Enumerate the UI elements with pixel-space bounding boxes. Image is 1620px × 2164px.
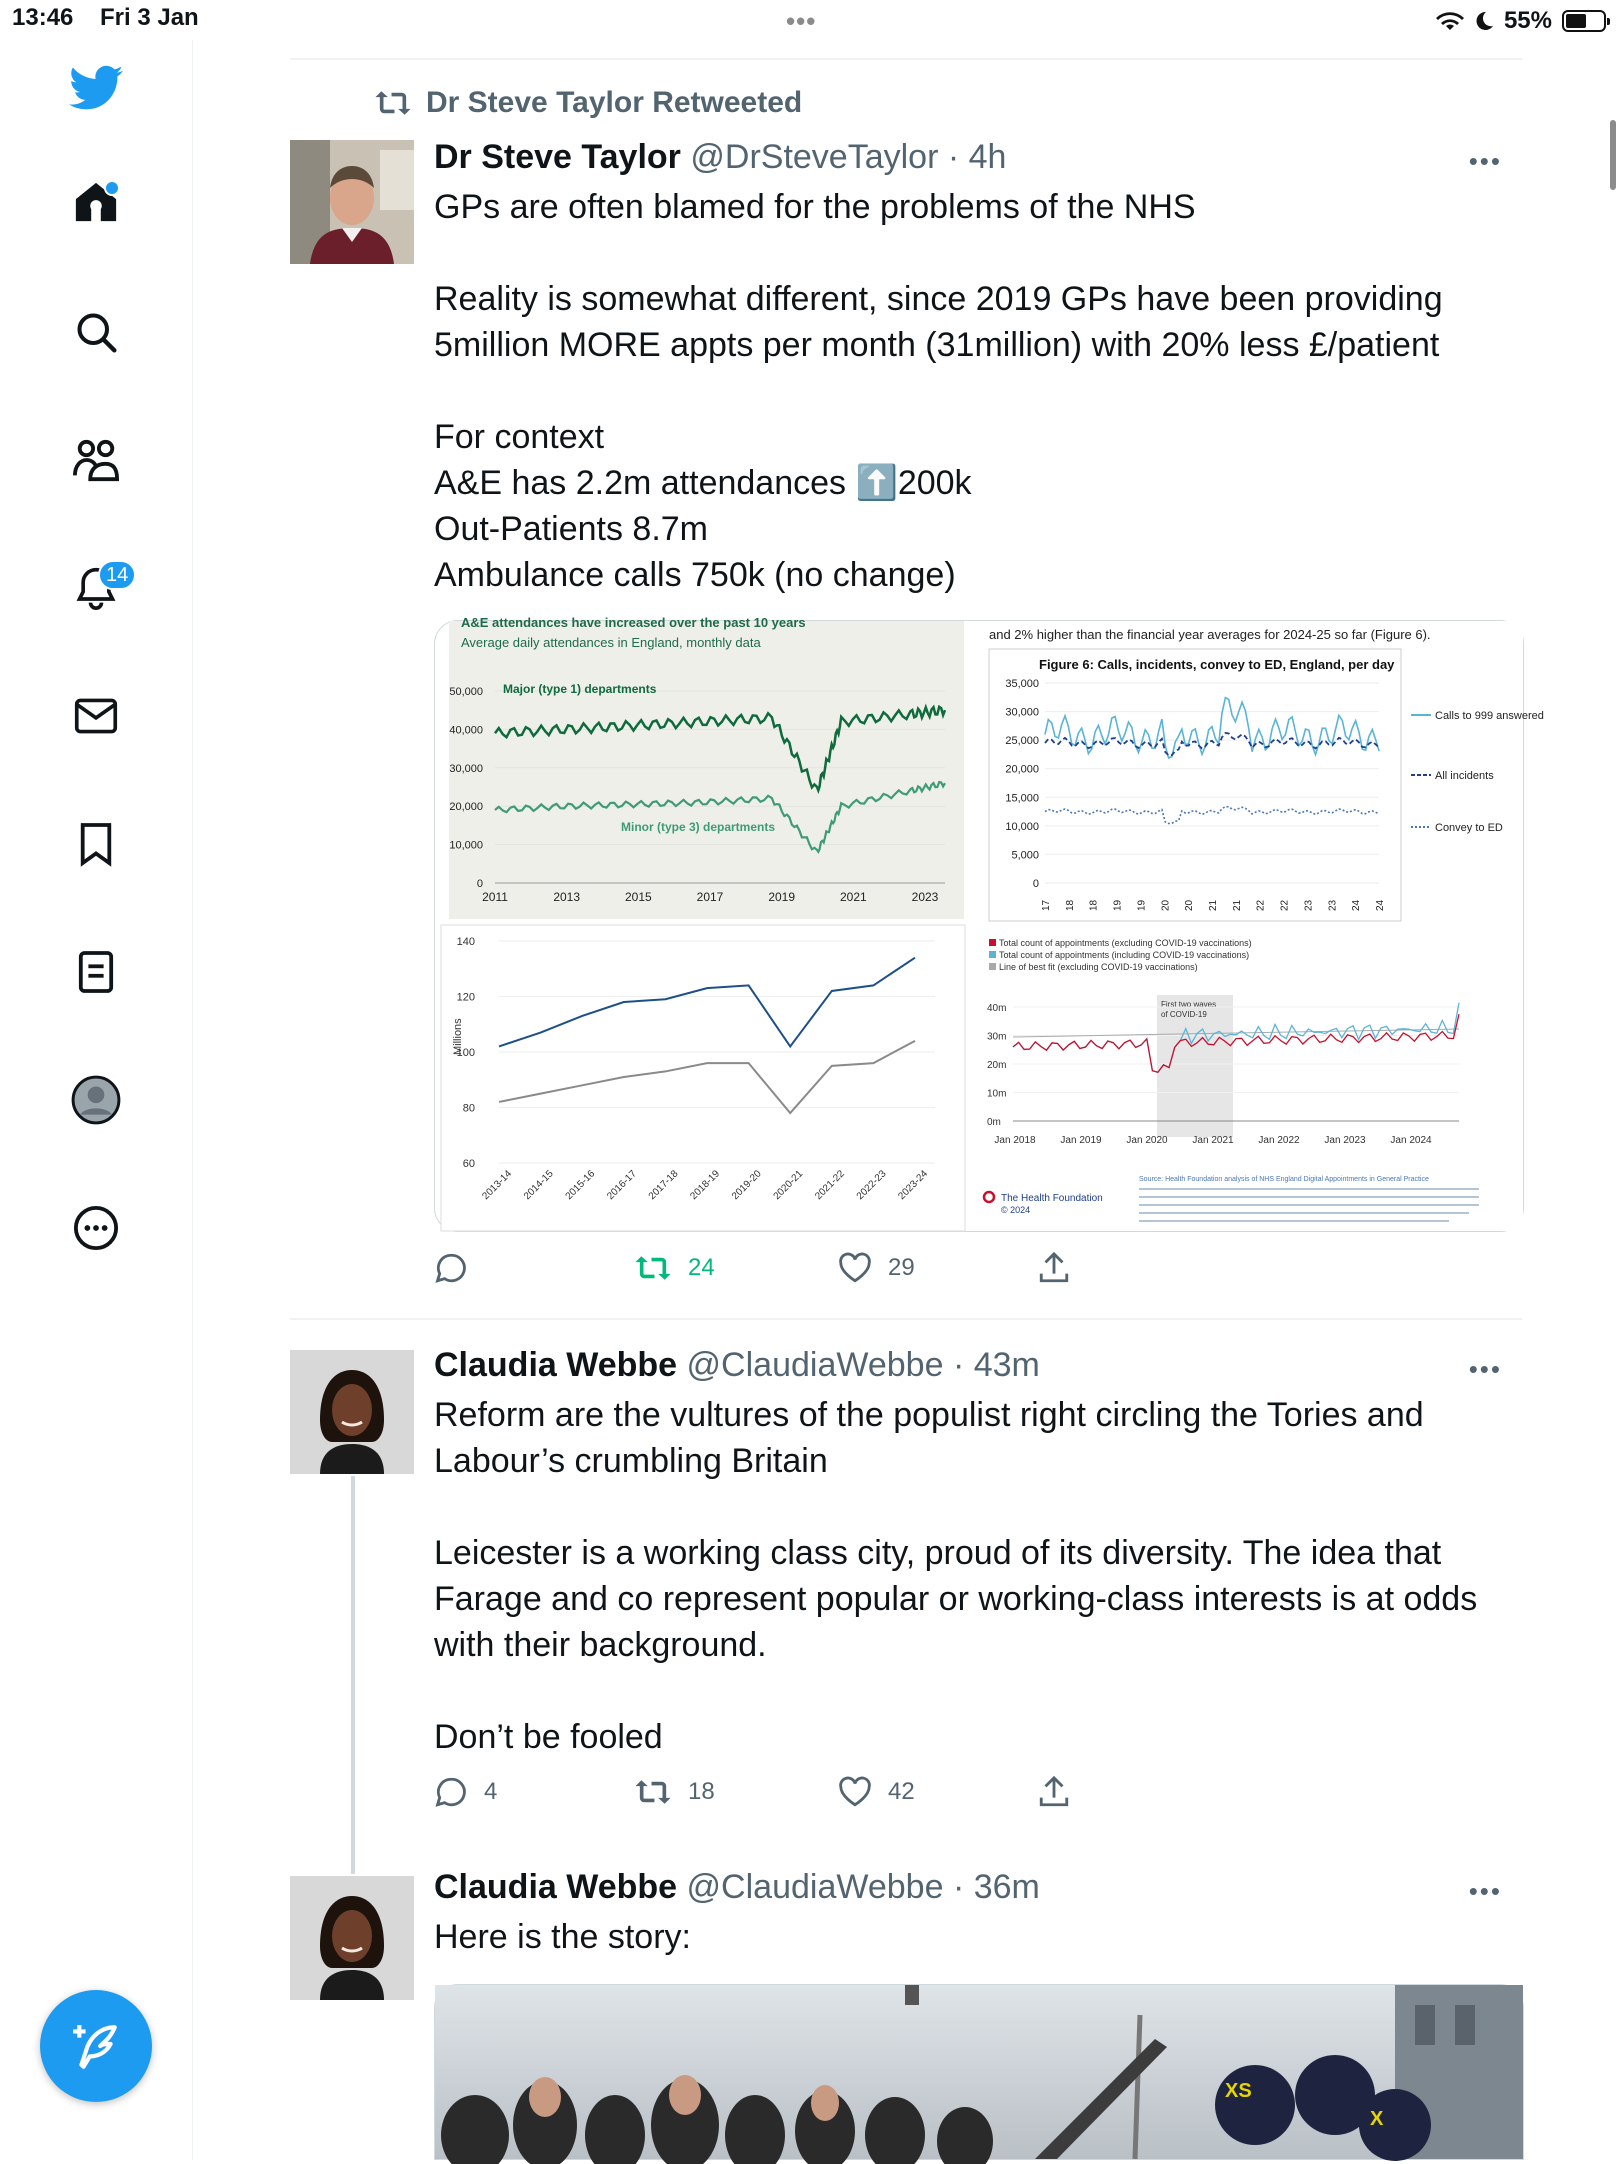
tweet-line: with their background. — [434, 1626, 767, 1664]
status-time: 13:46 — [12, 4, 74, 31]
calls-x-tick: 24 — [1351, 899, 1363, 911]
retweet-context-text: Dr Steve Taylor Retweeted — [426, 86, 803, 119]
retweet-context — [374, 86, 802, 120]
tweet-line: Out-Patients 8.7m — [434, 510, 709, 548]
legend-swatch-excluding — [989, 939, 996, 946]
calls-x-tick: 18 — [1064, 899, 1076, 911]
home-unread-dot — [104, 180, 120, 196]
tweet-more-menu[interactable] — [1469, 146, 1502, 177]
calls-x-tick: 21 — [1231, 899, 1243, 911]
tweet-line: Labour’s crumbling Britain — [434, 1442, 828, 1480]
heart-icon — [838, 1252, 872, 1284]
share-button[interactable] — [1038, 1772, 1070, 1812]
tweet-media-grid[interactable] — [434, 615, 1544, 1232]
legend-excluding: Total count of appointments (excluding COVID-19 vaccinations) — [999, 938, 1252, 948]
millions-x-tick: 2016-17 — [605, 1168, 639, 1203]
avatar-photo-steve — [290, 140, 414, 264]
ae-x-tick: 2015 — [624, 890, 652, 904]
calls-x-tick: 24 — [1375, 899, 1386, 911]
messages-icon — [74, 696, 118, 736]
avatar-steve-taylor[interactable] — [290, 140, 414, 264]
heart-icon — [838, 1776, 872, 1808]
ellipsis-icon: ••• — [1468, 1354, 1502, 1384]
retweet-button[interactable] — [634, 1772, 715, 1812]
millions-x-tick: 2017-18 — [646, 1168, 681, 1203]
millions-y-tick: 100 — [456, 1047, 475, 1059]
sidebar — [0, 40, 193, 2160]
appts-y-tick: 0m — [987, 1117, 1001, 1128]
tweet-actions — [434, 1772, 1134, 1812]
tweet-timestamp[interactable]: 43m — [973, 1346, 1040, 1384]
appts-y-tick: 30m — [987, 1031, 1007, 1043]
calls-chart-title: Figure 6: Calls, incidents, convey to ED, England, per day — [1039, 657, 1395, 672]
ae-chart-title: A&E attendances have increased over the past 10 years — [461, 615, 806, 630]
millions-x-tick: 2022-23 — [854, 1168, 889, 1203]
more-icon — [73, 1205, 119, 1251]
ae-x-tick: 2019 — [768, 890, 796, 904]
protest-police-photo — [435, 1985, 1523, 2159]
compose-tweet-button[interactable] — [40, 1990, 152, 2102]
twitter-logo[interactable] — [60, 52, 132, 124]
millions-x-tick: 2013-14 — [480, 1168, 515, 1203]
avatar-claudia-webbe[interactable] — [290, 1876, 414, 2000]
ae-y-tick: 10,000 — [449, 839, 483, 852]
battery-icon — [1562, 10, 1606, 32]
header-separator: · — [952, 1868, 965, 1906]
tweet-line: For context — [434, 418, 605, 456]
ae-attendances-chart[interactable] — [435, 615, 979, 925]
tweet-timestamp[interactable]: 36m — [973, 1868, 1040, 1906]
tweet-header — [434, 1868, 1040, 1907]
header-separator: · — [952, 1346, 965, 1384]
calls-x-tick: 23 — [1303, 899, 1315, 911]
calls-y-tick: 0 — [1032, 878, 1039, 890]
ae-x-tick: 2017 — [696, 890, 724, 904]
do-not-disturb-moon-icon — [1474, 10, 1494, 32]
gp-appointments-covid-chart[interactable] — [979, 925, 1523, 1231]
tweet-line: Reality is somewhat different, since 2019 GPs have been providing — [434, 280, 1443, 318]
like-count: 29 — [888, 1254, 915, 1281]
retweet-count: 18 — [688, 1778, 715, 1805]
svg-text:XS: XS — [1225, 2080, 1252, 2102]
covid-waves-label-1: First two waves — [1161, 1000, 1217, 1009]
gp-appointments-millions-chart[interactable] — [435, 925, 979, 1231]
battery-fill — [1566, 14, 1586, 28]
tweet-actions — [434, 1248, 1134, 1288]
calls-x-tick: 19 — [1136, 899, 1148, 911]
search-icon — [74, 310, 118, 354]
bookmarks-icon — [77, 821, 115, 867]
millions-y-tick: 140 — [456, 936, 475, 948]
status-bar — [0, 0, 1620, 40]
minor-series-label: Minor (type 3) departments — [621, 820, 776, 834]
notifications-badge: 14 — [98, 560, 136, 590]
like-count: 42 — [888, 1778, 915, 1805]
millions-x-tick: 2020-21 — [771, 1168, 806, 1203]
millions-y-tick: 80 — [462, 1102, 475, 1115]
calls-y-tick: 20,000 — [1005, 763, 1039, 776]
ae-y-tick: 40,000 — [449, 724, 483, 737]
retweet-icon — [374, 88, 412, 118]
ellipsis-icon: ••• — [1468, 1876, 1502, 1906]
reply-count: 4 — [484, 1778, 498, 1805]
share-button[interactable] — [1038, 1248, 1070, 1288]
appts-x-tick: Jan 2023 — [1324, 1135, 1366, 1146]
appts-x-tick: Jan 2021 — [1192, 1135, 1234, 1146]
svg-text:X: X — [1370, 2108, 1384, 2130]
calls-x-tick: 22 — [1279, 899, 1291, 911]
nav-bookmarks[interactable] — [60, 808, 132, 880]
calls-y-tick: 35,000 — [1005, 678, 1039, 690]
calls-y-tick: 5,000 — [1011, 849, 1039, 862]
retweet-button[interactable] — [634, 1248, 715, 1288]
tweet-header — [434, 138, 1006, 177]
tweet-line: Leicester is a working class city, proud of its diversity. The idea that — [434, 1534, 1442, 1572]
tweet-timestamp[interactable]: 4h — [968, 138, 1007, 176]
appts-x-tick: Jan 2024 — [1390, 1135, 1432, 1146]
appts-x-tick: Jan 2022 — [1258, 1135, 1300, 1146]
avatar-photo-claudia — [290, 1350, 414, 1474]
ae-y-tick: 0 — [476, 878, 483, 890]
tweet-line: 5million MORE appts per month (31million) with 20% less £/patient — [434, 326, 1440, 364]
tweet-line: Farage and co represent popular or working-class interests is at odds — [434, 1580, 1478, 1618]
avatar-claudia-webbe[interactable] — [290, 1350, 414, 1474]
lists-icon — [77, 949, 115, 995]
ellipsis-icon: ••• — [1468, 146, 1502, 176]
millions-x-tick: 2018-19 — [688, 1168, 723, 1203]
tweet-claudia-webbe-1[interactable] — [290, 1320, 1522, 1810]
wifi-icon — [1436, 10, 1464, 32]
ae-chart-subtitle: Average daily attendances in England, monthly data — [461, 635, 761, 650]
nav-lists[interactable] — [60, 936, 132, 1008]
author-handle[interactable]: @ClaudiaWebbe — [686, 1868, 944, 1906]
ae-x-tick: 2011 — [482, 890, 508, 904]
legend-bestfit: Line of best fit (excluding COVID-19 vaccinations) — [999, 962, 1198, 972]
calls-x-tick: 23 — [1327, 899, 1339, 911]
reply-button[interactable] — [434, 1248, 484, 1288]
brand-year: © 2024 — [1001, 1205, 1031, 1215]
legend-calls: Calls to 999 answered — [1435, 710, 1544, 722]
calls-x-tick: 22 — [1255, 899, 1267, 911]
multitasking-dots-icon[interactable]: ••• — [786, 6, 817, 36]
calls-y-tick: 10,000 — [1005, 820, 1039, 833]
legend-including: Total count of appointments (including COVID-19 vaccinations) — [999, 950, 1250, 960]
calls-x-tick: 21 — [1208, 899, 1219, 911]
ae-x-tick: 2013 — [553, 890, 581, 904]
calls-x-tick: 19 — [1112, 899, 1124, 911]
author-handle[interactable]: @ClaudiaWebbe — [686, 1346, 944, 1384]
share-icon — [1038, 1251, 1070, 1285]
profile-icon — [71, 1075, 121, 1125]
appts-x-tick: Jan 2020 — [1126, 1135, 1168, 1146]
tweet-text — [434, 184, 1514, 598]
millions-x-tick: 2019-20 — [729, 1168, 764, 1203]
tweet-line: Don’t be fooled — [434, 1718, 663, 1756]
calls-y-tick: 25,000 — [1005, 735, 1039, 748]
nav-home[interactable] — [60, 166, 132, 238]
tweet-photo[interactable] — [434, 1984, 1524, 2160]
calls-top-text: and 2% higher than the financial year averages for 2024-25 so far (Figure 6). — [989, 627, 1431, 642]
retweet-count: 24 — [688, 1254, 715, 1281]
tweet-header — [434, 1346, 1040, 1385]
millions-y-tick: 120 — [456, 991, 475, 1004]
share-icon — [1038, 1775, 1070, 1809]
covid-waves-label-2: of COVID-19 — [1161, 1010, 1207, 1019]
tweet-more-menu[interactable] — [1469, 1354, 1502, 1385]
appts-x-tick: Jan 2019 — [1060, 1135, 1102, 1146]
millions-y-tick: 60 — [462, 1158, 475, 1170]
millions-x-tick: 2015-16 — [563, 1168, 598, 1203]
thread-connector-line — [351, 1476, 355, 1874]
nav-profile[interactable] — [60, 1064, 132, 1136]
author-name[interactable]: Claudia Webbe — [434, 1346, 678, 1384]
nav-explore[interactable] — [60, 296, 132, 368]
millions-x-tick: 2023-24 — [896, 1168, 931, 1203]
ae-x-tick: 2021 — [839, 890, 867, 904]
calls-y-tick: 30,000 — [1005, 706, 1039, 719]
source-note: Source: Health Foundation analysis of NHS England Digital Appointments in General Practice — [1139, 1176, 1429, 1183]
ae-x-tick: 2023 — [911, 890, 939, 904]
retweet-icon — [634, 1253, 672, 1283]
avatar-photo-claudia — [290, 1876, 414, 2000]
tweet-line: Ambulance calls 750k (no change) — [434, 556, 956, 594]
nav-communities[interactable] — [60, 424, 132, 496]
calls-x-tick: 17 — [1041, 899, 1052, 911]
nav-notifications[interactable] — [60, 552, 132, 624]
author-name[interactable]: Claudia Webbe — [434, 1868, 678, 1906]
compose-feather-icon — [71, 2021, 121, 2071]
calls-x-tick: 18 — [1088, 899, 1100, 911]
author-handle[interactable]: @DrSteveTaylor — [690, 138, 939, 176]
ambulance-calls-chart[interactable] — [979, 621, 1544, 925]
calls-y-tick: 15,000 — [1005, 792, 1039, 805]
millions-x-tick: 2021-22 — [813, 1168, 847, 1203]
major-series-label: Major (type 1) departments — [503, 682, 657, 696]
appts-y-tick: 20m — [987, 1060, 1007, 1071]
calls-x-tick: 20 — [1160, 899, 1172, 911]
header-separator: · — [947, 138, 960, 176]
tweet-line: Here is the story: — [434, 1918, 691, 1956]
like-button[interactable] — [838, 1772, 915, 1812]
tweet-line: GPs are often blamed for the problems of the NHS — [434, 188, 1196, 226]
reply-button[interactable] — [434, 1772, 497, 1812]
tweet-line: Reform are the vultures of the populist right circling the Tories and — [434, 1396, 1424, 1434]
reply-icon — [434, 1251, 468, 1285]
ae-y-tick: 50,000 — [449, 686, 483, 698]
tweet-text — [434, 1914, 1514, 1960]
tweet-line: A&E has 2.2m attendances ⬆️200k — [434, 464, 972, 502]
appts-x-tick: Jan 2018 — [994, 1135, 1036, 1146]
like-button[interactable] — [838, 1248, 915, 1288]
ae-y-tick: 20,000 — [449, 801, 483, 814]
appts-y-tick: 10m — [987, 1088, 1007, 1100]
tweet-more-menu[interactable] — [1469, 1876, 1502, 1907]
communities-icon — [71, 437, 121, 483]
ae-y-tick: 30,000 — [449, 762, 483, 775]
millions-y-label: Millions — [452, 1018, 464, 1055]
calls-x-axis — [1041, 899, 1386, 911]
twitter-bird-icon — [69, 65, 123, 111]
nav-messages[interactable] — [60, 680, 132, 752]
brand-name: The Health Foundation — [1001, 1193, 1103, 1204]
millions-x-tick: 2014-15 — [521, 1168, 556, 1203]
reply-icon — [434, 1775, 468, 1809]
nav-more[interactable] — [60, 1192, 132, 1264]
scroll-indicator[interactable] — [1610, 120, 1616, 190]
legend-convey: Convey to ED — [1435, 822, 1503, 834]
tweet-text — [434, 1392, 1514, 1760]
retweet-icon — [634, 1777, 672, 1807]
appts-y-tick: 40m — [987, 1003, 1007, 1014]
legend-swatch-including — [989, 951, 996, 958]
calls-x-tick: 20 — [1184, 899, 1196, 911]
legend-swatch-bestfit — [989, 963, 996, 970]
legend-incidents: All incidents — [1435, 770, 1494, 782]
battery-percentage: 55% — [1503, 7, 1552, 34]
status-date: Fri 3 Jan — [100, 4, 199, 31]
chart-bg — [449, 621, 964, 919]
author-name[interactable]: Dr Steve Taylor — [434, 138, 681, 176]
